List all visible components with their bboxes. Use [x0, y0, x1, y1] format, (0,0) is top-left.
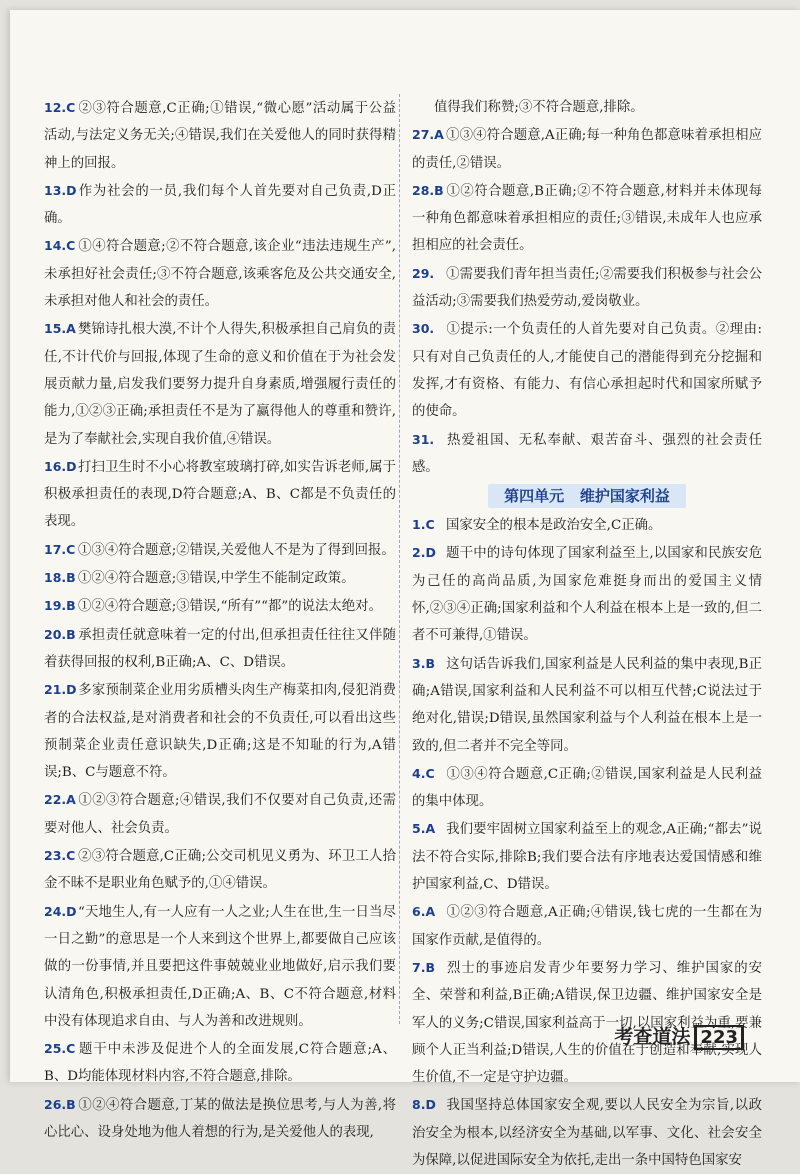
question-number: 29. [412, 265, 435, 281]
answer-item [412, 511, 762, 539]
question-number: 28.B [412, 182, 444, 198]
question-number: 20.B [44, 626, 76, 642]
answer-text: 值得我们称赞;③不符合题意,排除。 [434, 100, 644, 115]
answer-item [412, 539, 762, 649]
answer-text: 樊锦诗扎根大漠,不计个人得失,积极承担自己肩负的责任,不计代价与回报,体现了生命的意义和价值在于为社会发展贡献力量,启发我们要努力提升自身素质,增强履行责任的能力,①②③正确;承担责任不是为了赢得他人的尊重和赞许,是为了奉献社会,实现自我价值,④错误。 [44, 322, 396, 447]
question-number: 26.B [44, 1096, 76, 1112]
question-number: 14.C [44, 238, 76, 254]
answer-item [44, 676, 396, 786]
question-number: 8.D [412, 1097, 436, 1113]
unit-label: 第四单元 [504, 487, 565, 506]
unit-title: 维护国家利益 [579, 487, 670, 506]
answer-text: ②③符合题意,C正确;公交司机见义勇为、环卫工人拾金不昧不是职业角色赋予的,①④错误。 [44, 849, 396, 892]
answer-text: 国家安全的根本是政治安全,C正确。 [446, 518, 662, 534]
question-number: 19.B [44, 598, 76, 614]
answer-text: ①②④符合题意;③错误,“所有”“都”的说法太绝对。 [78, 599, 382, 615]
answer-item [44, 1035, 396, 1091]
answer-item [44, 232, 396, 315]
question-number: 4.C [412, 765, 435, 781]
question-number: 22.A [44, 792, 76, 808]
answer-text: ①③④符合题意,A正确;每一种角色都意味着承担相应的责任,②错误。 [412, 128, 762, 171]
answer-item [412, 898, 762, 954]
answer-text: ①③④符合题意;②错误,关爱他人不是为了得到回报。 [78, 542, 395, 558]
question-number: 18.B [44, 570, 76, 586]
left-column [44, 94, 396, 1146]
footer-label: 考查道法 [614, 1026, 691, 1048]
answer-page [10, 10, 800, 1168]
question-number: 5.A [412, 821, 436, 837]
question-number: 12.C [44, 100, 76, 115]
answer-text: ①④符合题意;②不符合题意,该企业“违法违规生产”,未承担好社会责任;③不符合题意,该乘客危及公共交通安全,未承担对他人和社会的责任。 [44, 239, 396, 310]
column-divider [399, 94, 400, 1024]
answer-item [412, 177, 762, 260]
answer-text: 烈士的事迹启发青少年要努力学习、维护国家的安全、荣誉和利益,B正确;A错误,保卫边疆、维护国家安全是军人的义务;C错误,国家利益高于一切,以国家利益为重,要兼顾个人正当利益;D错误,人生的价值在于创造和奉献,实现人生价值,不一定是守护边疆。 [412, 960, 762, 1086]
answer-item [412, 121, 762, 177]
answer-text: ①③④符合题意,C正确;②错误,国家利益是人民利益的集中体现。 [412, 766, 762, 810]
answer-text: ①②④符合题意,丁某的做法是换位思考,与人为善,将心比心、设身处地为他人着想的行为,是关爱他人的表现, [44, 1097, 396, 1140]
answer-item [44, 786, 396, 842]
question-number: 2.D [412, 545, 436, 561]
answer-item [412, 94, 762, 121]
answer-item [44, 1091, 396, 1147]
question-number: 21.D [44, 682, 77, 698]
answer-item [412, 815, 762, 898]
answer-text: 承担责任就意味着一定的付出,但承担责任往往又伴随着获得回报的权利,B正确;A、C、D错误。 [44, 627, 396, 670]
answer-text: 题干中的诗句体现了国家利益至上,以国家和民族安危为己任的高尚品质,为国家危难挺身而出的爱国主义情怀,②③④正确;国家利益和个人利益在根本上是一致的,但二者不可兼得,①错误。 [412, 546, 762, 644]
answer-item [44, 536, 396, 564]
answer-item [44, 315, 396, 452]
page-number: 223 [694, 1025, 744, 1050]
question-number: 17.C [44, 541, 76, 557]
unit-header [412, 481, 762, 511]
question-number: 25.C [44, 1041, 76, 1057]
answer-text: ①②③符合题意;④错误,我们不仅要对自己负责,还需要对他人、社会负责。 [44, 793, 396, 836]
question-number: 24.D [44, 903, 77, 919]
answer-item [412, 760, 762, 816]
answer-text: ①需要我们青年担当责任;②需要我们积极参与社会公益活动;③需要我们热爱劳动,爱岗敬业。 [412, 266, 762, 310]
answer-text: ①②③符合题意,A正确;④错误,钱七虎的一生都在为国家作贡献,是值得的。 [412, 905, 762, 948]
question-number: 27.A [412, 127, 444, 143]
answer-text: 我们要牢固树立国家利益至上的观念,A正确;“都去”说法不符合实际,排除B;我们要合法有序地表达爱国情感和维护国家利益,C、D错误。 [412, 822, 762, 893]
answer-text: “天地生人,有一人应有一人之业;人生在世,生一日当尽一日之勤”的意思是一个人来到这个世界上,都要做自己应该做的一份事情,并且要把这件事兢兢业业地做好,启示我们要认清角色,积极承担责任,D正确;A、B、C不符合题意,材料中没有体现追求自由、与人为善和改进规则。 [44, 904, 396, 1029]
question-number: 31. [412, 431, 435, 447]
answer-text: ①②符合题意,B正确;②不符合题意,材料并未体现每一种角色都意味着承担相应的责任;③错误,未成年人也应承担相应的社会责任。 [412, 183, 762, 254]
question-number: 15.A [44, 321, 76, 337]
answer-item [44, 453, 396, 536]
answer-text: 热爱祖国、无私奉献、艰苦奋斗、强烈的社会责任感。 [412, 432, 762, 475]
answer-text: 作为社会的一员,我们每个人首先要对自己负责,D正确。 [44, 183, 396, 227]
answer-item [44, 177, 396, 233]
answer-item [44, 898, 396, 1035]
question-number: 23.C [44, 848, 76, 864]
answer-text: 题干中未涉及促进个人的全面发展,C符合题意;A、B、D均能体现材料内容,不符合题意,排除。 [44, 1042, 396, 1085]
question-number: 13.D [44, 182, 77, 198]
answer-item [412, 260, 762, 316]
question-number: 16.D [44, 458, 77, 474]
page-footer [614, 1022, 744, 1050]
answer-item [44, 94, 396, 177]
answer-item [44, 592, 396, 620]
answer-text: ①②④符合题意;③错误,中学生不能制定政策。 [78, 571, 355, 587]
answer-text: 我国坚持总体国家安全观,要以人民安全为宗旨,以政治安全为根本,以经济安全为基础,以军事、文化、社会安全为保障,以促进国际安全为依托,走出一条中国特色国家安 [412, 1098, 762, 1168]
question-number: 30. [412, 321, 435, 337]
answer-item [412, 650, 762, 760]
answer-text: 打扫卫生时不小心将教室玻璃打碎,如实告诉老师,属于积极承担责任的表现,D符合题意;A、B、C都是不负责任的表现。 [44, 459, 396, 530]
answer-item [412, 315, 762, 425]
question-number: 3.B [412, 655, 435, 671]
answer-item [44, 621, 396, 677]
answer-text: 这句话告诉我们,国家利益是人民利益的集中表现,B正确;A错误,国家利益和人民利益不可以相互代替;C说法过于绝对化,错误;D错误,虽然国家利益与个人利益在根本上是一致的,但二者并不完全等同。 [412, 656, 762, 754]
answer-item [44, 564, 396, 592]
question-number: 1.C [412, 517, 435, 533]
answer-text: ②③符合题意,C正确;①错误,“微心愿”活动属于公益活动,与法定义务无关;④错误,我们在关爱他人的同时获得精神上的回报。 [44, 101, 396, 171]
right-column [412, 94, 762, 1174]
answer-text: ①提示:一个负责任的人首先要对自己负责。②理由:只有对自己负责任的人,才能使自己的潜能得到充分挖掘和发挥,才有资格、有能力、有信心承担起时代和国家所赋予的使命。 [412, 322, 762, 420]
question-number: 6.A [412, 904, 436, 920]
answer-item [44, 842, 396, 898]
answer-item [412, 426, 762, 482]
answer-item [412, 1091, 762, 1174]
answer-text: 多家预制菜企业用劣质槽头肉生产梅菜扣肉,侵犯消费者的合法权益,是对消费者和社会的不负责任,可以看出这些预制菜企业责任意识缺失,D正确;这是不知耻的行为,A错误;B、C与题意不符。 [44, 683, 396, 781]
question-number: 7.B [412, 959, 435, 975]
